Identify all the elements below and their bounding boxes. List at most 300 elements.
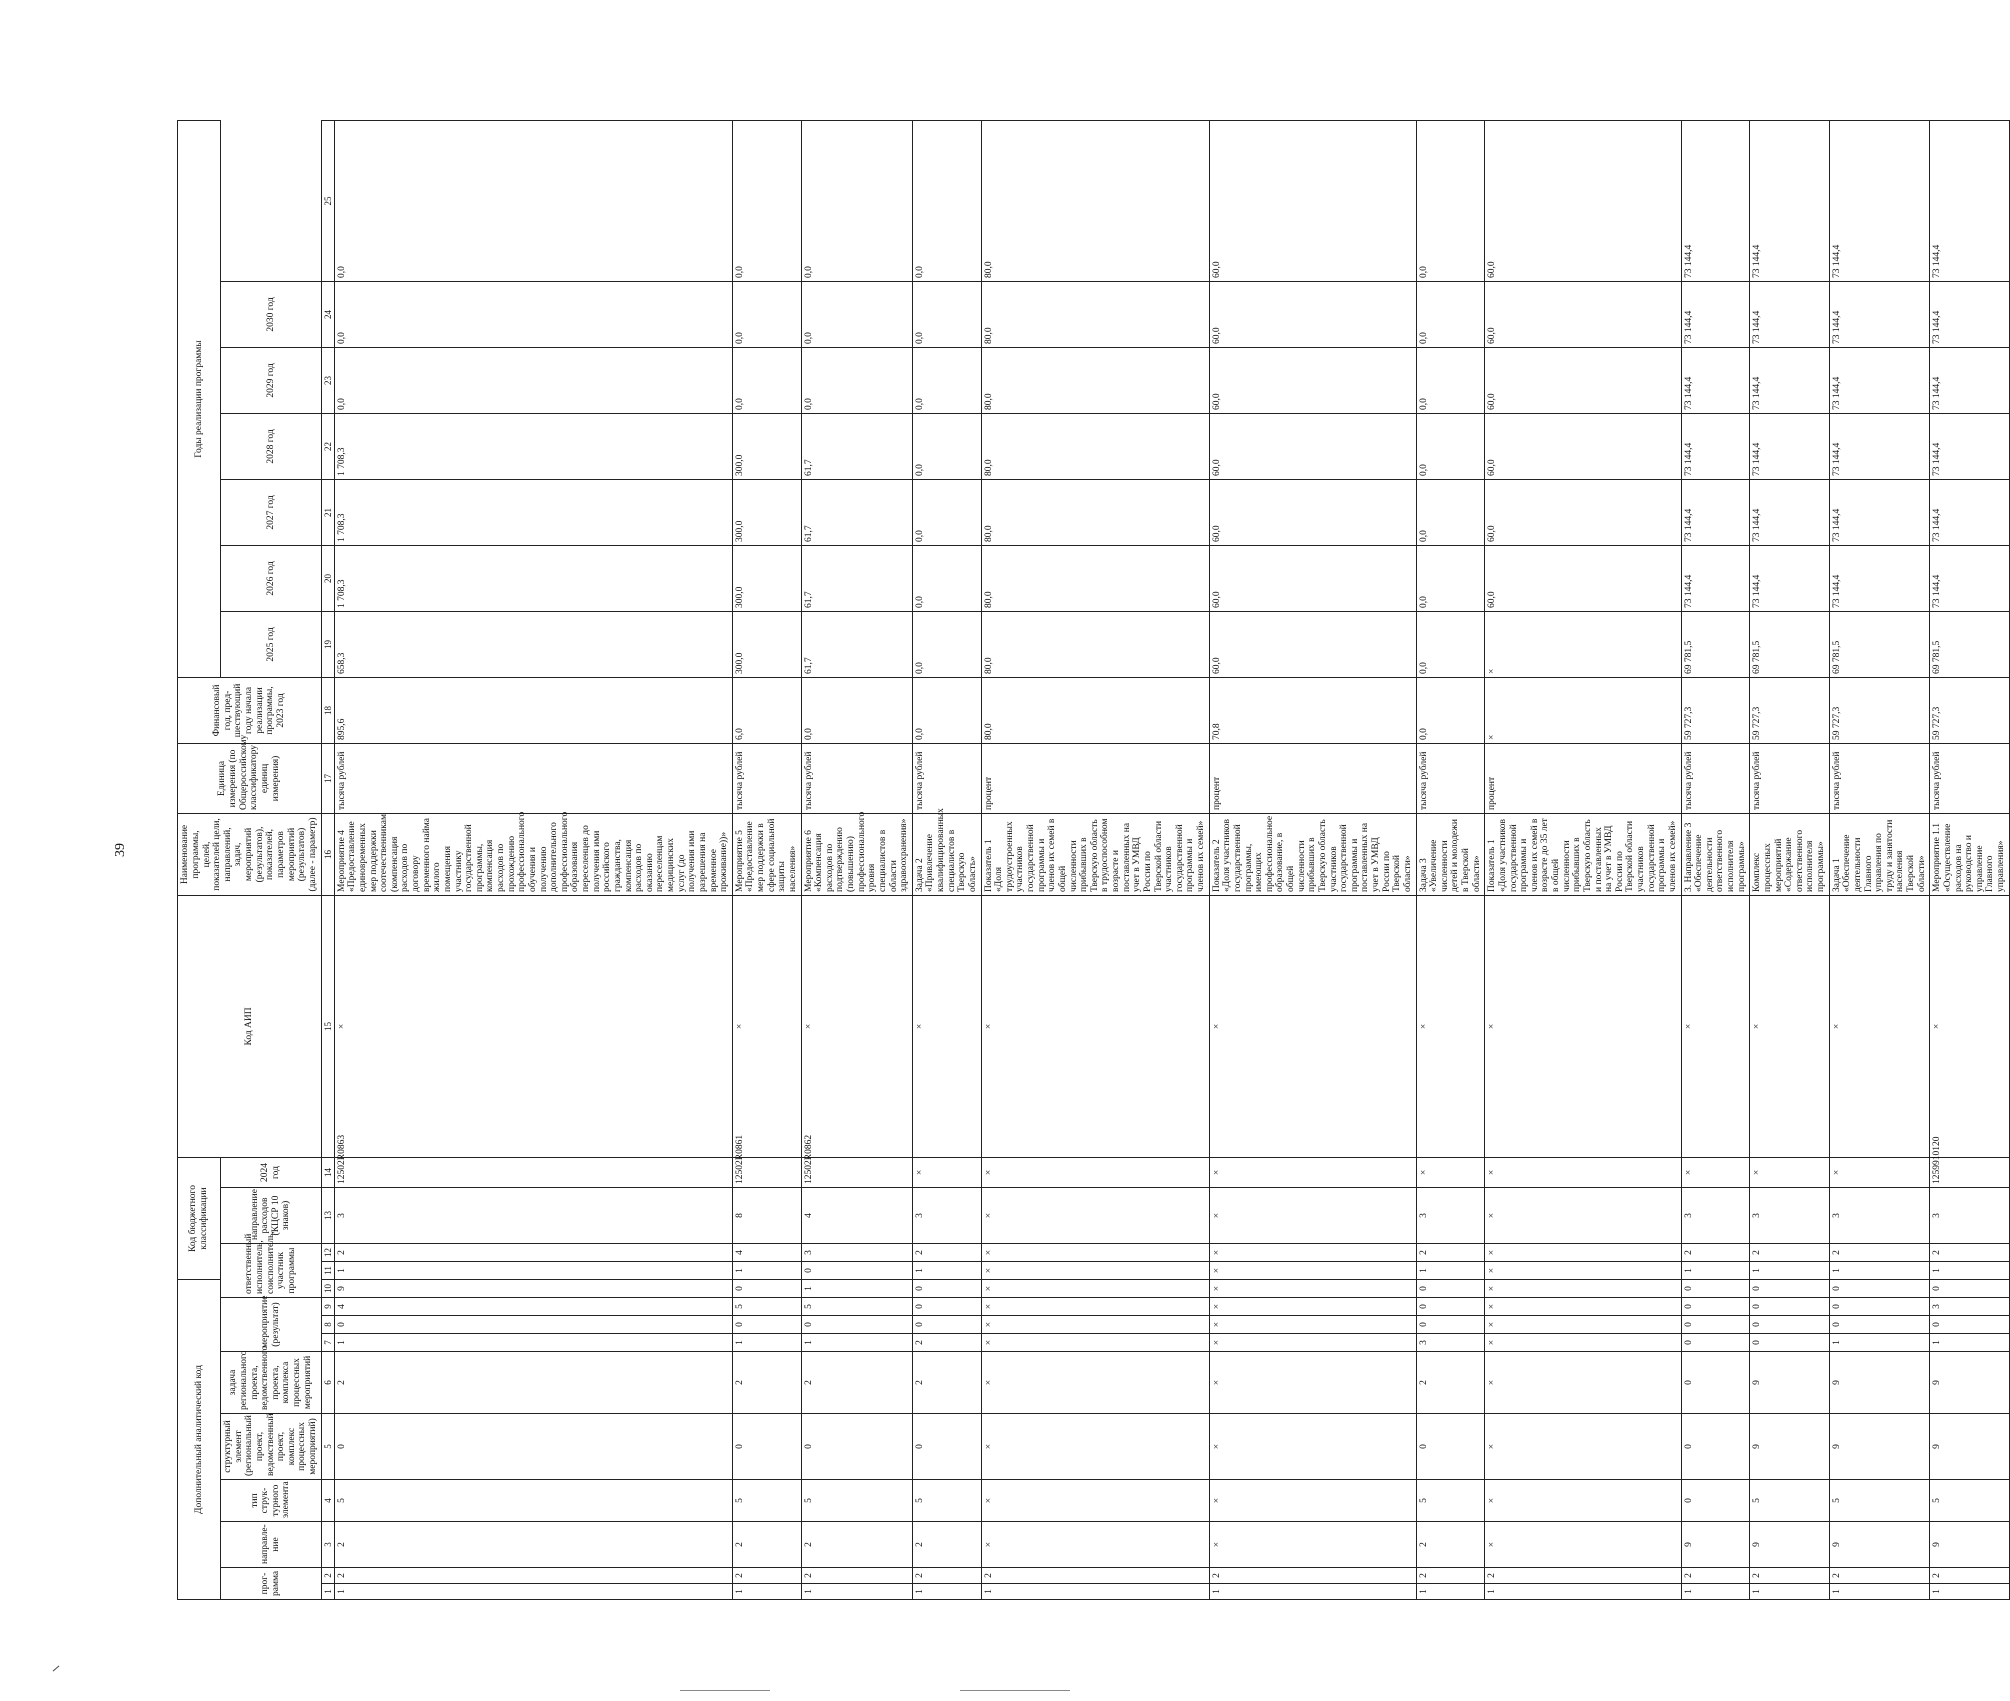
- row-year-value: 61,7: [801, 413, 912, 479]
- row-fin-year: 59 727,3: [1930, 677, 2009, 743]
- row-year-value: 300,0: [732, 413, 801, 479]
- struct-element-code: ×: [981, 1414, 1209, 1480]
- row-year-value: 0,0: [334, 281, 732, 347]
- table-row: [1681, 121, 1750, 1600]
- row-year-value: 60,0: [1485, 479, 1681, 545]
- row-fin-year: 0,0: [1416, 677, 1485, 743]
- row-year-value: 60,0: [1209, 121, 1416, 282]
- row-year-value: 73 144,4: [1750, 413, 1829, 479]
- program-code-a: 1: [1829, 1584, 1930, 1600]
- row-name: Мероприятие 4 «Предоставление единовременных мер поддержки соотечественникам (компенсация расходов по договору временного найма жилого помещения участнику государственной программы, компенсация расходов по прохождению профессионального обучения и получению дополнительного профессионального образования переселенцев до получения ими российского гражданства, компенсация расходов по оказанию переселенцам медицинских услуг (до получения ими разрешения на временное проживание))»: [334, 813, 732, 895]
- responsible-code-a: 0: [732, 1280, 801, 1298]
- row-unit: тысяча рублей: [801, 743, 912, 813]
- program-table: [177, 120, 2010, 1600]
- program-code-b: 2: [1829, 1568, 1930, 1584]
- aip-code: ×: [1750, 895, 1829, 1157]
- column-number: 13: [321, 1188, 334, 1244]
- row-year-value: 73 144,4: [1930, 479, 2009, 545]
- row-year-value: 73 144,4: [1829, 121, 1930, 282]
- measure-code-a: 1: [1930, 1334, 2009, 1352]
- table-row: [912, 121, 981, 1600]
- responsible-code-b: 1: [1681, 1262, 1750, 1280]
- program-code-b: 2: [801, 1568, 912, 1584]
- page-number: 39: [113, 843, 128, 857]
- direction-code: 9: [1829, 1522, 1930, 1568]
- header-name: Наименование программы, целей, показателей цели, направлений, задач, мероприятий (результатов), показателей, параметров мероприятий (результатов) (далее - параметр): [178, 813, 322, 895]
- row-fin-year: 895,6: [334, 677, 732, 743]
- row-year-value: 73 144,4: [1930, 281, 2009, 347]
- measure-code-c: 3: [1930, 1298, 2009, 1316]
- row-year-value: 60,0: [1485, 545, 1681, 611]
- measure-code-b: 0: [732, 1316, 801, 1334]
- row-fin-year: ×: [1485, 677, 1681, 743]
- row-year-value: 1 708,3: [334, 413, 732, 479]
- row-year-value: 73 144,4: [1750, 281, 1829, 347]
- program-code-a: 1: [801, 1584, 912, 1600]
- column-number: 1: [321, 1584, 334, 1600]
- measure-code-a: 1: [334, 1334, 732, 1352]
- struct-element-code: 9: [1750, 1414, 1829, 1480]
- responsible-code-a: ×: [981, 1280, 1209, 1298]
- row-fin-year: 70,8: [1209, 677, 1416, 743]
- row-unit: тысяча рублей: [1829, 743, 1930, 813]
- responsible-code-b: ×: [1485, 1262, 1681, 1280]
- header-year-2029: 2029 год: [221, 347, 322, 413]
- task-code: 9: [1750, 1352, 1829, 1414]
- responsible-code-b: 1: [1750, 1262, 1829, 1280]
- row-year-value: 60,0: [1485, 121, 1681, 282]
- column-number: 21: [321, 479, 334, 545]
- table-row: [981, 121, 1209, 1600]
- row-unit: тысяча рублей: [1416, 743, 1485, 813]
- program-code-a: 1: [1485, 1584, 1681, 1600]
- aip-code: ×: [1485, 895, 1681, 1157]
- responsible-code-a: 0: [1416, 1280, 1485, 1298]
- row-year-value: 0,0: [801, 281, 912, 347]
- row-year-value: 0,0: [912, 347, 981, 413]
- scan-artifact: [53, 1666, 60, 1672]
- header-year-2024: 2024 год: [221, 1157, 322, 1187]
- responsible-code-a: 0: [1930, 1280, 2009, 1298]
- measure-code-b: ×: [1485, 1316, 1681, 1334]
- row-year-value: 300,0: [732, 479, 801, 545]
- table-row: [1416, 121, 1485, 1600]
- program-code-a: 1: [1209, 1584, 1416, 1600]
- measure-code-b: ×: [1209, 1316, 1416, 1334]
- row-name: Показатель 2 «Доля участников государственной программы, имеющих профессиональное образование, в общей численности прибывших в Тверскую область участников государственной программы и поставленных на учет в УМВД России по Тверской области»: [1209, 813, 1416, 895]
- aip-code: ×: [801, 895, 912, 1157]
- row-fin-year: 59 727,3: [1681, 677, 1750, 743]
- row-year-value: 0,0: [1416, 413, 1485, 479]
- responsible-code-a: 0: [1829, 1280, 1930, 1298]
- direction-code: 2: [732, 1522, 801, 1568]
- header-program: прог-рамма: [221, 1568, 322, 1600]
- row-year-value: 0,0: [732, 347, 801, 413]
- direction-code: 9: [1681, 1522, 1750, 1568]
- expense-code: 8: [732, 1188, 801, 1244]
- header-year-2025: 2025 год: [221, 611, 322, 677]
- header-year-2028: 2028 год: [221, 413, 322, 479]
- aip-code: ×: [1209, 1157, 1416, 1187]
- row-year-value: 61,7: [801, 611, 912, 677]
- measure-code-b: 0: [1681, 1316, 1750, 1334]
- column-number-row: [321, 121, 334, 1600]
- program-code-b: 2: [912, 1568, 981, 1584]
- measure-code-c: 0: [912, 1298, 981, 1316]
- row-name: Задача 1 «Обеспечение деятельности Главного управления по труду и занятости населения Тверской области»: [1829, 813, 1930, 895]
- row-year-value: 60,0: [1209, 479, 1416, 545]
- header-direction: направле-ние: [221, 1522, 322, 1568]
- responsible-code-a: 9: [334, 1280, 732, 1298]
- measure-code-c: 0: [1750, 1298, 1829, 1316]
- column-number: 22: [321, 413, 334, 479]
- row-year-value: 0,0: [1416, 121, 1485, 282]
- table-row: [1485, 121, 1681, 1600]
- direction-code: ×: [981, 1522, 1209, 1568]
- row-unit: тысяча рублей: [732, 743, 801, 813]
- header-expense: направление расходов (КЦСР 10 знаков): [221, 1188, 322, 1244]
- responsible-code-c: ×: [1485, 1244, 1681, 1262]
- row-year-value: 60,0: [1209, 413, 1416, 479]
- row-year-value: 0,0: [912, 413, 981, 479]
- measure-code-a: 1: [1829, 1334, 1930, 1352]
- column-number: 3: [321, 1522, 334, 1568]
- struct-type-code: 5: [1829, 1480, 1930, 1522]
- row-year-value: 73 144,4: [1681, 413, 1750, 479]
- table-row: [1750, 121, 1829, 1600]
- measure-code-a: 1: [801, 1334, 912, 1352]
- struct-element-code: ×: [1209, 1414, 1416, 1480]
- row-year-value: 73 144,4: [1681, 347, 1750, 413]
- program-code-b: 2: [1930, 1568, 2009, 1584]
- task-code: ×: [1485, 1352, 1681, 1414]
- program-code-b: 2: [1750, 1568, 1829, 1584]
- direction-code: ×: [1209, 1522, 1416, 1568]
- program-code-b: 2: [1209, 1568, 1416, 1584]
- task-code: ×: [1209, 1352, 1416, 1414]
- column-number: 4: [321, 1480, 334, 1522]
- row-name: 3. Направление 3 «Обеспечение деятельности ответственного исполнителя программы»: [1681, 813, 1750, 895]
- struct-type-code: ×: [1209, 1480, 1416, 1522]
- column-number: 12: [321, 1244, 334, 1262]
- measure-code-b: 0: [334, 1316, 732, 1334]
- row-year-value: 60,0: [1209, 347, 1416, 413]
- measure-code-c: ×: [1485, 1298, 1681, 1316]
- row-year-value: 73 144,4: [1750, 545, 1829, 611]
- row-year-value: 1 708,3: [334, 479, 732, 545]
- row-year-value: 80,0: [981, 479, 1209, 545]
- row-year-value: 0,0: [912, 281, 981, 347]
- aip-code: ×: [334, 895, 732, 1157]
- measure-code-a: 1: [732, 1334, 801, 1352]
- task-code: 2: [1416, 1352, 1485, 1414]
- expense-code: ×: [1209, 1188, 1416, 1244]
- aip-code: 12502R0862: [801, 1157, 912, 1187]
- program-code-a: 1: [981, 1584, 1209, 1600]
- rotated-table-wrapper: [177, 120, 2007, 1600]
- table-row: [1930, 121, 2009, 1600]
- row-year-value: 73 144,4: [1930, 347, 2009, 413]
- header-budget-code: Код бюджетного классификации: [178, 1157, 221, 1279]
- task-code: 9: [1930, 1352, 2009, 1414]
- aip-code: 12502R0861: [732, 1157, 801, 1187]
- expense-code: ×: [981, 1188, 1209, 1244]
- row-year-value: 658,3: [334, 611, 732, 677]
- measure-code-b: 0: [1416, 1316, 1485, 1334]
- struct-type-code: 5: [1416, 1480, 1485, 1522]
- responsible-code-b: 1: [912, 1262, 981, 1280]
- measure-code-a: 0: [1750, 1334, 1829, 1352]
- row-fin-year: 59 727,3: [1829, 677, 1930, 743]
- column-number: 24: [321, 281, 334, 347]
- aip-code: ×: [1829, 1157, 1930, 1187]
- responsible-code-c: 3: [801, 1244, 912, 1262]
- row-year-value: 60,0: [1209, 545, 1416, 611]
- measure-code-c: 0: [1416, 1298, 1485, 1316]
- responsible-code-c: 4: [732, 1244, 801, 1262]
- row-year-value: 80,0: [981, 347, 1209, 413]
- row-year-value: 0,0: [801, 121, 912, 282]
- header-task: задача регионального проекта, ведомственного проекта, комплекса процессных мероприятий: [221, 1352, 322, 1414]
- header-year-2030: 2030 год: [221, 281, 322, 347]
- responsible-code-b: 0: [801, 1262, 912, 1280]
- responsible-code-a: ×: [1485, 1280, 1681, 1298]
- direction-code: 9: [1750, 1522, 1829, 1568]
- measure-code-a: ×: [1209, 1334, 1416, 1352]
- expense-code: 3: [1416, 1188, 1485, 1244]
- task-code: 9: [1829, 1352, 1930, 1414]
- measure-code-c: 0: [1681, 1298, 1750, 1316]
- task-code: 2: [732, 1352, 801, 1414]
- struct-element-code: 0: [732, 1414, 801, 1480]
- responsible-code-b: 1: [732, 1262, 801, 1280]
- column-number: 19: [321, 611, 334, 677]
- struct-element-code: 9: [1829, 1414, 1930, 1480]
- row-year-value: 73 144,4: [1930, 413, 2009, 479]
- program-code-b: 2: [981, 1568, 1209, 1584]
- responsible-code-c: 2: [1930, 1244, 2009, 1262]
- program-code-b: 2: [1416, 1568, 1485, 1584]
- struct-type-code: ×: [981, 1480, 1209, 1522]
- struct-element-code: 9: [1930, 1414, 2009, 1480]
- aip-code: ×: [981, 895, 1209, 1157]
- row-year-value: 60,0: [1209, 611, 1416, 677]
- column-number: 14: [321, 1157, 334, 1187]
- row-name: Показатель 1 «Доля трудоустроенных участников государственной программы и членов их семей в общей численности прибывших в Тверскую область в трудоспособном возрасте и поставленных на учет в УМВД России по Тверской области участников государственной программы и членов их семей»: [981, 813, 1209, 895]
- row-year-value: 0,0: [912, 479, 981, 545]
- responsible-code-c: 2: [1416, 1244, 1485, 1262]
- program-code-a: 1: [912, 1584, 981, 1600]
- aip-code: ×: [1681, 895, 1750, 1157]
- row-year-value: 61,7: [801, 479, 912, 545]
- table-row: [1829, 121, 1930, 1600]
- column-number: 11: [321, 1262, 334, 1280]
- aip-code: ×: [981, 1157, 1209, 1187]
- task-code: 2: [801, 1352, 912, 1414]
- struct-element-code: 0: [334, 1414, 732, 1480]
- row-year-value: 73 144,4: [1829, 545, 1930, 611]
- row-unit: тысяча рублей: [334, 743, 732, 813]
- header-fin-year: Финансовый год, пред-шествующий году начала реализации программы, 2023 год: [178, 677, 322, 743]
- expense-code: 3: [912, 1188, 981, 1244]
- row-fin-year: 0,0: [912, 677, 981, 743]
- program-code-a: 1: [1750, 1584, 1829, 1600]
- responsible-code-c: 2: [912, 1244, 981, 1262]
- task-code: ×: [981, 1352, 1209, 1414]
- expense-code: ×: [1485, 1188, 1681, 1244]
- program-code-a: 1: [732, 1584, 801, 1600]
- struct-type-code: 5: [801, 1480, 912, 1522]
- row-year-value: 0,0: [334, 121, 732, 282]
- responsible-code-a: 0: [912, 1280, 981, 1298]
- expense-code: 4: [801, 1188, 912, 1244]
- row-name: Комплекс процессных мероприятий «Содержание ответственного исполнителя программы»: [1750, 813, 1829, 895]
- scan-artifact: [960, 1690, 1070, 1691]
- row-year-value: 60,0: [1209, 281, 1416, 347]
- aip-code: ×: [732, 895, 801, 1157]
- aip-code: ×: [1485, 1157, 1681, 1187]
- row-fin-year: 59 727,3: [1750, 677, 1829, 743]
- row-year-value: 1 708,3: [334, 545, 732, 611]
- struct-element-code: 0: [1416, 1414, 1485, 1480]
- measure-code-b: 0: [1750, 1316, 1829, 1334]
- row-year-value: 0,0: [732, 121, 801, 282]
- struct-type-code: 5: [912, 1480, 981, 1522]
- aip-code: 12502R0863: [334, 1157, 732, 1187]
- row-year-value: 73 144,4: [1930, 545, 2009, 611]
- measure-code-c: 5: [801, 1298, 912, 1316]
- header-years-group: Годы реализации программы: [178, 121, 221, 678]
- responsible-code-b: 1: [1930, 1262, 2009, 1280]
- row-year-value: 73 144,4: [1750, 121, 1829, 282]
- responsible-code-b: ×: [981, 1262, 1209, 1280]
- expense-code: 3: [1681, 1188, 1750, 1244]
- header-struct-type: тип струк-турного элемента: [221, 1480, 322, 1522]
- measure-code-a: ×: [981, 1334, 1209, 1352]
- program-code-b: 2: [334, 1568, 732, 1584]
- table-row: [1209, 121, 1416, 1600]
- struct-type-code: 5: [1930, 1480, 2009, 1522]
- responsible-code-c: ×: [981, 1244, 1209, 1262]
- row-year-value: 61,7: [801, 545, 912, 611]
- measure-code-a: ×: [1485, 1334, 1681, 1352]
- row-name: Показатель 1 «Доля участников государственной программы и членов их семей в возрасте до 35 лет в общей численности прибывших в Тверскую область и поставленных на учет в УМВД России по Тверской области участников государственной программы и членов их семей»: [1485, 813, 1681, 895]
- row-year-value: 80,0: [981, 545, 1209, 611]
- header-year-2026: 2026 год: [221, 545, 322, 611]
- row-year-value: 69 781,5: [1750, 611, 1829, 677]
- program-code-b: 2: [732, 1568, 801, 1584]
- row-year-value: 0,0: [801, 347, 912, 413]
- row-year-value: 0,0: [912, 545, 981, 611]
- aip-code: 1259910120: [1930, 1157, 2009, 1187]
- struct-element-code: ×: [1485, 1414, 1681, 1480]
- row-year-value: 60,0: [1485, 281, 1681, 347]
- row-year-value: 80,0: [981, 413, 1209, 479]
- measure-code-b: 0: [801, 1316, 912, 1334]
- column-number: 15: [321, 895, 334, 1157]
- row-year-value: 0,0: [1416, 611, 1485, 677]
- expense-code: 3: [334, 1188, 732, 1244]
- struct-element-code: 0: [912, 1414, 981, 1480]
- measure-code-c: ×: [981, 1298, 1209, 1316]
- program-code-a: 1: [334, 1584, 732, 1600]
- aip-code: ×: [912, 895, 981, 1157]
- measure-code-b: 0: [1930, 1316, 2009, 1334]
- row-year-value: 60,0: [1485, 347, 1681, 413]
- row-unit: процент: [981, 743, 1209, 813]
- column-number: 6: [321, 1352, 334, 1414]
- row-unit: тысяча рублей: [912, 743, 981, 813]
- row-year-value: 73 144,4: [1681, 479, 1750, 545]
- responsible-code-c: ×: [1209, 1244, 1416, 1262]
- row-fin-year: 6,0: [732, 677, 801, 743]
- expense-code: 3: [1930, 1188, 2009, 1244]
- table-row: [801, 121, 912, 1600]
- row-year-value: 73 144,4: [1681, 545, 1750, 611]
- struct-type-code: 5: [732, 1480, 801, 1522]
- program-code-a: 1: [1416, 1584, 1485, 1600]
- column-number: 20: [321, 545, 334, 611]
- column-number: 25: [321, 121, 334, 282]
- row-year-value: 0,0: [1416, 545, 1485, 611]
- responsible-code-a: 0: [1681, 1280, 1750, 1298]
- header-year-2027: 2027 год: [221, 479, 322, 545]
- direction-code: 9: [1930, 1522, 2009, 1568]
- row-unit: процент: [1209, 743, 1416, 813]
- expense-code: 3: [1750, 1188, 1829, 1244]
- row-year-value: 69 781,5: [1930, 611, 2009, 677]
- row-year-value: 73 144,4: [1829, 413, 1930, 479]
- row-unit: процент: [1485, 743, 1681, 813]
- row-name: Задача 2 «Привлечение квалифицированных специалистов в Тверскую область»: [912, 813, 981, 895]
- direction-code: ×: [1485, 1522, 1681, 1568]
- direction-code: 2: [801, 1522, 912, 1568]
- direction-code: 2: [334, 1522, 732, 1568]
- responsible-code-c: 2: [1829, 1244, 1930, 1262]
- program-code-a: 1: [1681, 1584, 1750, 1600]
- responsible-code-b: 1: [1416, 1262, 1485, 1280]
- aip-code: ×: [912, 1157, 981, 1187]
- column-number: 18: [321, 677, 334, 743]
- responsible-code-c: 2: [334, 1244, 732, 1262]
- row-fin-year: 0,0: [801, 677, 912, 743]
- responsible-code-a: 0: [1750, 1280, 1829, 1298]
- row-year-value: 80,0: [981, 281, 1209, 347]
- row-name: Мероприятие 1.1 «Осуществление расходов на руководство и управление Главного управления»: [1930, 813, 2009, 895]
- row-year-value: 73 144,4: [1681, 281, 1750, 347]
- task-code: 2: [912, 1352, 981, 1414]
- row-unit: тысяча рублей: [1930, 743, 2009, 813]
- aip-code: ×: [1930, 895, 2009, 1157]
- row-year-value: 80,0: [981, 611, 1209, 677]
- column-number: 17: [321, 743, 334, 813]
- struct-type-code: 5: [1750, 1480, 1829, 1522]
- measure-code-c: 0: [1829, 1298, 1930, 1316]
- row-name: Мероприятие 6 «Компенсация расходов по подтверждению (повышению) профессионального уровня специалистов в области здравоохранения»: [801, 813, 912, 895]
- program-code-b: 2: [1681, 1568, 1750, 1584]
- aip-code: ×: [1829, 895, 1930, 1157]
- row-year-value: 0,0: [912, 121, 981, 282]
- column-number: 9: [321, 1298, 334, 1316]
- table-row: [732, 121, 801, 1600]
- responsible-code-a: ×: [1209, 1280, 1416, 1298]
- header-unit: Единица измерения (по Общероссийскому классификатору единиц измерения): [178, 743, 322, 813]
- column-number: 8: [321, 1316, 334, 1334]
- task-code: 2: [334, 1352, 732, 1414]
- row-name: Задача 3 «Увеличение численности детей и молодежи в Тверской области»: [1416, 813, 1485, 895]
- struct-type-code: 5: [334, 1480, 732, 1522]
- row-year-value: 69 781,5: [1829, 611, 1930, 677]
